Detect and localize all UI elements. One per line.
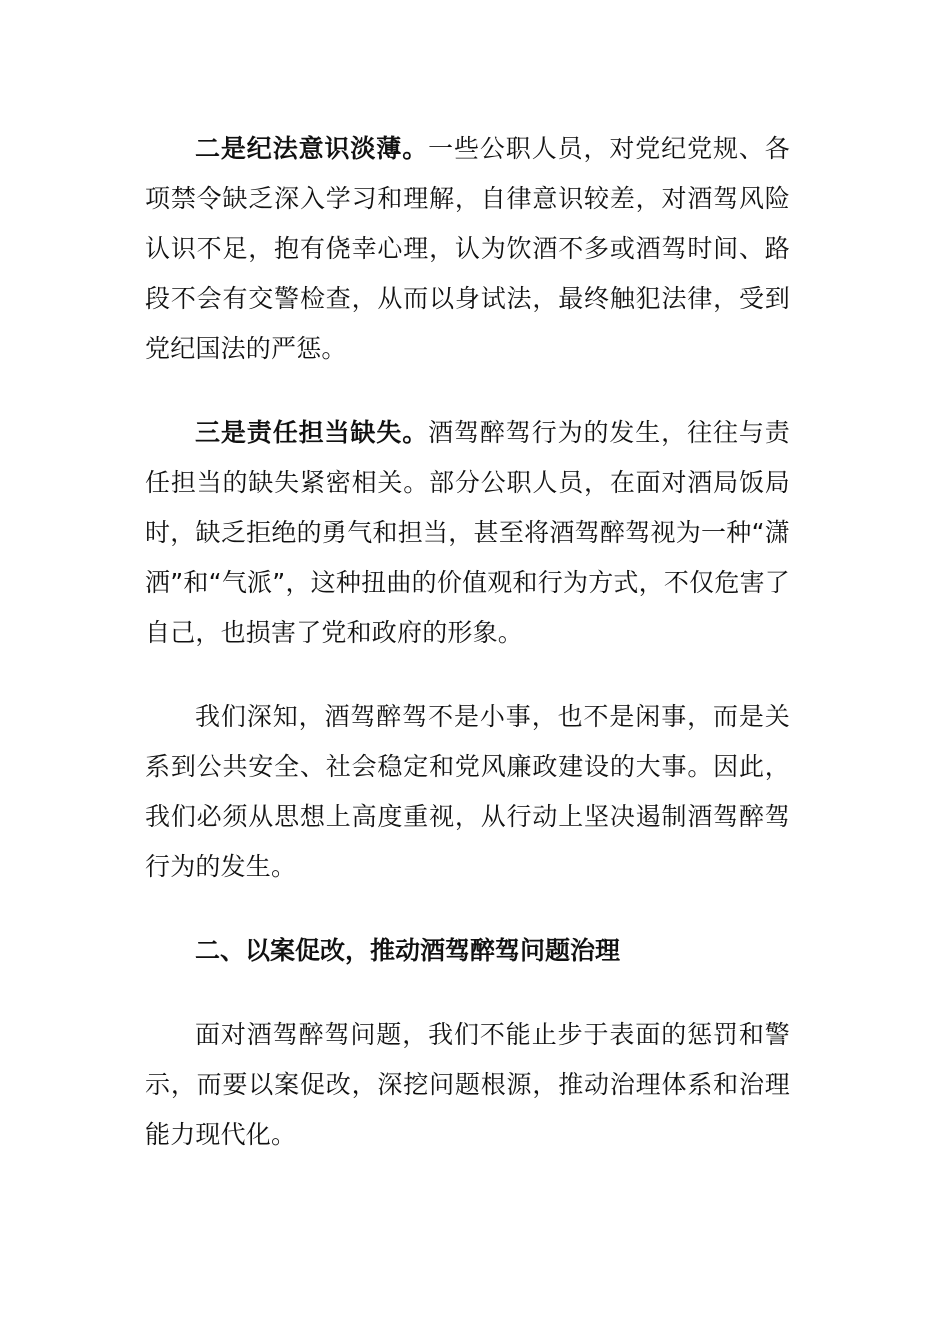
section-heading: 二、以案促改，推动酒驾醉驾问题治理 bbox=[195, 936, 621, 965]
paragraph-text: 一些公职人员，对党纪党规、各项禁令缺乏深入学习和理解，自律意识较差，对酒驾风险认识不足，抱有侥幸心理，认为饮酒不多或酒驾时间、路段不会有交警检查，从而以身试法，最终触犯法律，受到党纪国法的严惩。 bbox=[145, 134, 790, 363]
paragraph-closing bbox=[145, 1010, 790, 1160]
paragraph-summary bbox=[145, 692, 790, 892]
paragraph-lead: 三是责任担当缺失。 bbox=[195, 418, 429, 447]
paragraph-text: 酒驾醉驾行为的发生，往往与责任担当的缺失紧密相关。部分公职人员，在面对酒局饭局时，缺乏拒绝的勇气和担当，甚至将酒驾醉驾视为一种“潇洒”和“气派”，这种扭曲的价值观和行为方式，不仅危害了自己，也损害了党和政府的形象。 bbox=[145, 418, 790, 647]
paragraph-text: 我们深知，酒驾醉驾不是小事，也不是闲事，而是关系到公共安全、社会稳定和党风廉政建设的大事。因此，我们必须从思想上高度重视，从行动上坚决遏制酒驾醉驾行为的发生。 bbox=[145, 702, 790, 881]
paragraph-responsibility bbox=[145, 408, 790, 658]
document-body bbox=[145, 124, 790, 1160]
paragraph-text: 面对酒驾醉驾问题，我们不能止步于表面的惩罚和警示，而要以案促改，深挖问题根源，推动治理体系和治理能力现代化。 bbox=[145, 1020, 790, 1149]
paragraph-discipline-awareness bbox=[145, 124, 790, 374]
paragraph-lead: 二是纪法意识淡薄。 bbox=[195, 134, 429, 163]
